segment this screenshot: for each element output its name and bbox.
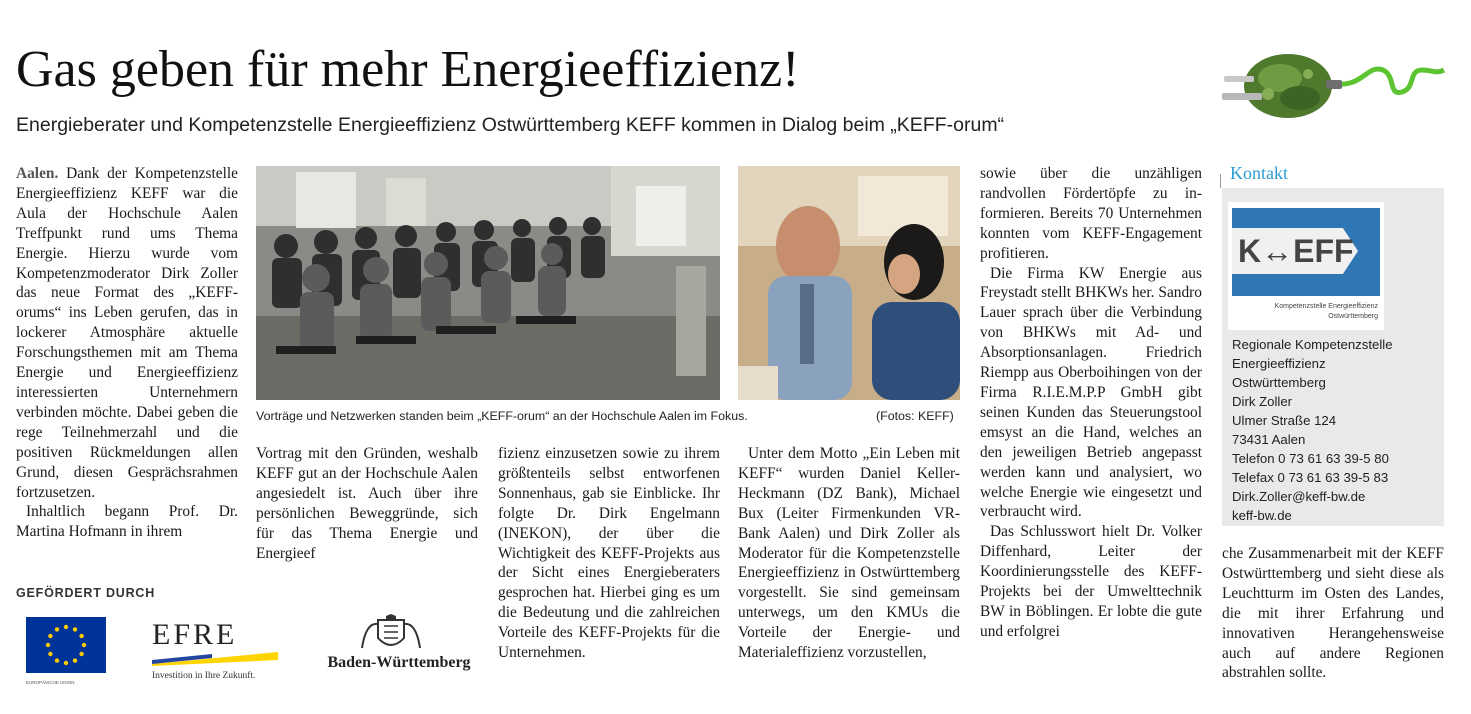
keff-logo — [1228, 202, 1384, 330]
green-plug-illustration — [1218, 46, 1446, 122]
contact-title: Kontakt — [1230, 163, 1288, 183]
eu-star-icon — [48, 652, 52, 656]
efre-logo — [152, 620, 282, 686]
article-headline: Gas geben für mehr Energieeffizienz! — [16, 41, 800, 98]
article-column-1 — [16, 164, 238, 542]
eu-star-icon — [79, 634, 83, 638]
keff-logo-subtitle-line: Ostwürttemberg — [1328, 313, 1378, 320]
contact-email[interactable]: Dirk.Zoller@keff-bw.de — [1232, 489, 1366, 504]
article-subheadline: Energieberater und Kompetenzstelle Energieeffizienz Ostwürttemberg KEFF kommen in Dialog beim „KEFF-orum“ — [16, 114, 1005, 136]
paragraph: fizienz einzusetzen sowie zu ihrem größtenteils selbst entworfenen Sonnenhaus, gab sie Einblicke. Ihr folgte Dr. Dirk Engelmann (INEKON), der über die Wichtigkeit des KEFF-Projekts aus der Sicht eines Energieberaters gesprochen hat. Hierbei ging es um die Bedeutung und die zahlreichen Vorteile des KEFF-Projekts für die Unternehmen. — [498, 445, 720, 662]
contact-line: Ostwürttemberg — [1232, 375, 1326, 390]
paragraph-text: Dank der Kompetenzstelle Energieeffizienz KEFF war die Aula der Hochschule Aalen Treffpunkt rund ums Thema Energie. Hierzu wurde vom Kompetenzmoderator Dirk Zoller das neue Format des „KEFF-orums“ ins Leben gerufen, das in lockerer Atmosphäre aktuelle Forschungsthemen mit am Thema Energie und Energieeffizienz interessierten Unternehmern verbinden möchte. Dabei geben die rege Teilnehmerzahl und die positiven Rückmeldungen allen Grund, diesen Gesprächsrahmen fortzusetzen. — [16, 165, 238, 501]
networking-photo — [738, 166, 960, 400]
eu-star-icon — [64, 625, 68, 629]
keff-logo-box — [1232, 208, 1380, 296]
contact-fax: Telefax 0 73 61 63 39-5 83 — [1232, 470, 1389, 485]
coat-of-arms-icon — [358, 614, 424, 654]
contact-details — [1232, 335, 1393, 525]
funding-label: GEFÖRDERT DURCH — [16, 586, 156, 600]
bw-logo — [314, 614, 484, 686]
article-column-4 — [738, 444, 960, 663]
paragraph: Unter dem Motto „Ein Leben mit KEFF“ wurden Daniel Keller-Heckmann (DZ Bank), Michael Bux (Leiter Firmenkunden VR-Bank Aalen) und Dirk Zoller als Moderator für die Kompetenzstelle Energieeffizienz in Ostwürttemberg vorgestellt. Sie sind gemeinsam unterwegs, um den KMUs die Vorteile der Energie- und Materialeffizienz vorzustellen, — [738, 445, 960, 662]
keff-logo-text: K↔EFF — [1238, 233, 1354, 269]
contact-website[interactable]: keff-bw.de — [1232, 508, 1292, 523]
eu-star-icon — [79, 652, 83, 656]
eu-star-icon — [64, 661, 68, 665]
contact-line: Regionale Kompetenzstelle — [1232, 337, 1393, 352]
contact-name: Dirk Zoller — [1232, 394, 1293, 409]
eu-caption: EUROPÄISCHE UNION — [26, 680, 75, 685]
contact-rule — [1220, 174, 1221, 188]
eu-flag-icon — [26, 617, 106, 673]
article-column-6 — [1222, 544, 1444, 683]
paragraph: sowie über die unzähligen randvollen Fördertöpfe zu informieren. Bereits 70 Unternehmen konnten vom KEFF-Engagement profitieren. — [980, 165, 1202, 262]
dateline: Aalen. — [16, 165, 59, 182]
contact-street: Ulmer Straße 124 — [1232, 413, 1337, 428]
article-column-3 — [498, 444, 720, 663]
paragraph — [16, 164, 238, 502]
eu-star-icon — [48, 634, 52, 638]
efre-wordmark: EFRE — [152, 618, 238, 651]
photo-caption: Vorträge und Netzwerken standen beim „KEFF-orum“ an der Hochschule Aalen im Fokus. — [256, 409, 748, 423]
eu-star-icon — [73, 627, 77, 631]
paragraph: Die Firma KW Energie aus Freystadt stellt BHKWs her. Sandro Lauer sprach über die Verbindung von BHKWs mit Ad- und Absorptionsanlagen. Friedrich Riempp aus Oberboihingen von der Firma R.I.E.M.P.P GmbH gibt seinen Kunden das Steuerungstool emsyst an die Hand, welches an den jeweiligen Betrieb angepasst werden kann und analysiert, wo welche Energie wie eingesetzt und verbraucht wird. — [980, 264, 1202, 521]
contact-phone: Telefon 0 73 61 63 39-5 80 — [1232, 451, 1389, 466]
article-column-5 — [980, 164, 1202, 642]
efre-slogan: Investition in Ihre Zukunft. — [152, 671, 256, 681]
keff-logo-subtitle — [1275, 302, 1378, 322]
contact-sidebar — [1222, 188, 1444, 526]
bw-name: Baden-Württemberg — [327, 654, 471, 671]
keff-logo-subtitle-line: Kompetenzstelle Energieeffizienz — [1274, 303, 1378, 310]
paragraph: che Zusammenarbeit mit der KEFF Ostwürttemberg und sieht diese als Leuchtturm im Osten des Landes, die mit ihrer Erfahrung und innovativen Herangehensweise auch auf andere Regionen abstrahlen sollte. — [1222, 545, 1444, 682]
efre-stripe-icon — [152, 650, 278, 666]
contact-city: 73431 Aalen — [1232, 432, 1306, 447]
paragraph: Inhaltlich begann Prof. Dr. Martina Hofmann in ihrem — [16, 503, 238, 541]
eu-star-icon — [46, 643, 50, 647]
paragraph: Vortrag mit den Gründen, weshalb KEFF gut an der Hochschule Aalen angesiedelt ist. Auch über ihre persönlichen Beweggründe, sich für das Thema Energie und Energieef — [256, 445, 478, 562]
eu-star-icon — [55, 627, 59, 631]
article-column-2 — [256, 444, 478, 563]
eu-star-icon — [55, 658, 59, 662]
eu-logo — [26, 617, 126, 687]
contact-line: Energieeffizienz — [1232, 356, 1326, 371]
eu-star-icon — [82, 643, 86, 647]
photo-credit: (Fotos: KEFF) — [876, 409, 954, 423]
paragraph: Das Schlusswort hielt Dr. Volker Diffenhard, Leiter der Koordinierungsstelle des KEFF-Projekts bei der Umwelttechnik BW in Böblingen. Er lobte die gute und erfolgrei — [980, 523, 1202, 640]
audience-photo — [256, 166, 720, 400]
eu-star-icon — [73, 658, 77, 662]
